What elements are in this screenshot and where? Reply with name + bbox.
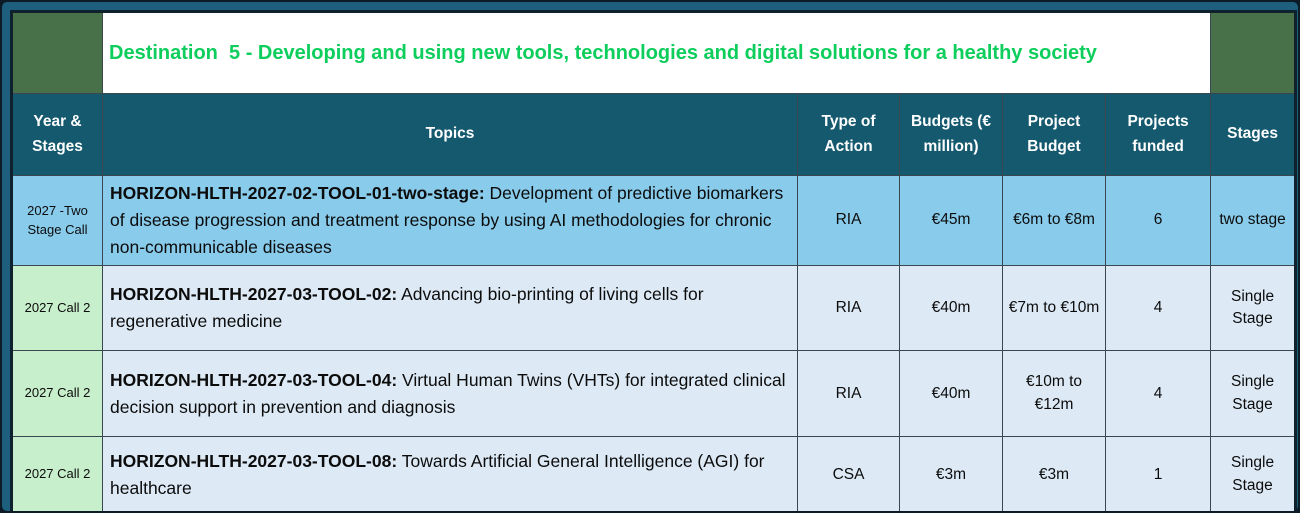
col-header-type-of-action: Type of Action [798, 94, 900, 176]
budget-cell: €45m [900, 176, 1003, 266]
title-row [12, 12, 1296, 94]
projects-funded-cell: 4 [1106, 351, 1211, 437]
col-header-stages: Stages [1211, 94, 1296, 176]
budget-cell: €40m [900, 266, 1003, 351]
project-budget-cell: €7m to €10m [1003, 266, 1106, 351]
title-cell [103, 12, 1211, 94]
topic-code: HORIZON-HLTH-2027-02-TOOL-01-two-stage: [110, 183, 485, 203]
topic-description: Advancing bio-printing of living cells for regenerative medicine [110, 284, 704, 332]
table-row [12, 351, 1296, 437]
type-of-action-cell: RIA [798, 351, 900, 437]
destination-table [10, 10, 1297, 513]
col-header-year-stages: Year & Stages [12, 94, 103, 176]
col-header-topics: Topics [103, 94, 798, 176]
stage-cell: Single Stage [1211, 266, 1296, 351]
topic-description: Towards Artificial General Intelligence (AGI) for healthcare [110, 450, 765, 498]
col-header-projects-funded: Projects funded [1106, 94, 1211, 176]
topic-code: HORIZON-HLTH-2027-03-TOOL-04: [110, 369, 398, 390]
projects-funded-cell: 4 [1106, 266, 1211, 351]
year-stage-cell: 2027 Call 2 [12, 266, 103, 351]
topic-cell [103, 176, 798, 266]
stage-cell: Single Stage [1211, 437, 1296, 513]
budget-cell: €40m [900, 351, 1003, 437]
type-of-action-cell: RIA [798, 266, 900, 351]
table-row [12, 266, 1296, 351]
title-left-green-block [12, 12, 103, 94]
table-row [12, 176, 1296, 266]
header-row [12, 94, 1296, 176]
title-right-green-block [1211, 12, 1296, 94]
project-budget-cell: €10m to €12m [1003, 351, 1106, 437]
projects-funded-cell: 6 [1106, 176, 1211, 266]
topic-code: HORIZON-HLTH-2027-03-TOOL-02: [110, 284, 398, 305]
table-row [12, 437, 1296, 513]
project-budget-cell: €3m [1003, 437, 1106, 513]
project-budget-cell: €6m to €8m [1003, 176, 1106, 266]
type-of-action-cell: RIA [798, 176, 900, 266]
year-stage-cell: 2027 Call 2 [12, 351, 103, 437]
col-header-budgets: Budgets (€ million) [900, 94, 1003, 176]
col-header-project-budget: Project Budget [1003, 94, 1106, 176]
budget-cell: €3m [900, 437, 1003, 513]
page-title: Destination 5 - Developing and using new tools, technologies and digital solutions for a healthy society [109, 42, 1097, 64]
stage-cell: Single Stage [1211, 351, 1296, 437]
topic-cell [103, 266, 798, 351]
type-of-action-cell: CSA [798, 437, 900, 513]
projects-funded-cell: 1 [1106, 437, 1211, 513]
topic-description: Development of predictive biomarkers of disease progression and treatment response by using AI methodologies for chronic non-communicable diseases [110, 183, 784, 258]
topic-description: Virtual Human Twins (VHTs) for integrated clinical decision support in prevention and diagnosis [110, 369, 786, 417]
year-stage-cell: 2027 Call 2 [12, 437, 103, 513]
topic-cell [103, 437, 798, 513]
topic-code: HORIZON-HLTH-2027-03-TOOL-08: [110, 450, 398, 471]
topic-cell [103, 351, 798, 437]
stage-cell: two stage [1211, 176, 1296, 266]
year-stage-cell: 2027 -Two Stage Call [12, 176, 103, 266]
